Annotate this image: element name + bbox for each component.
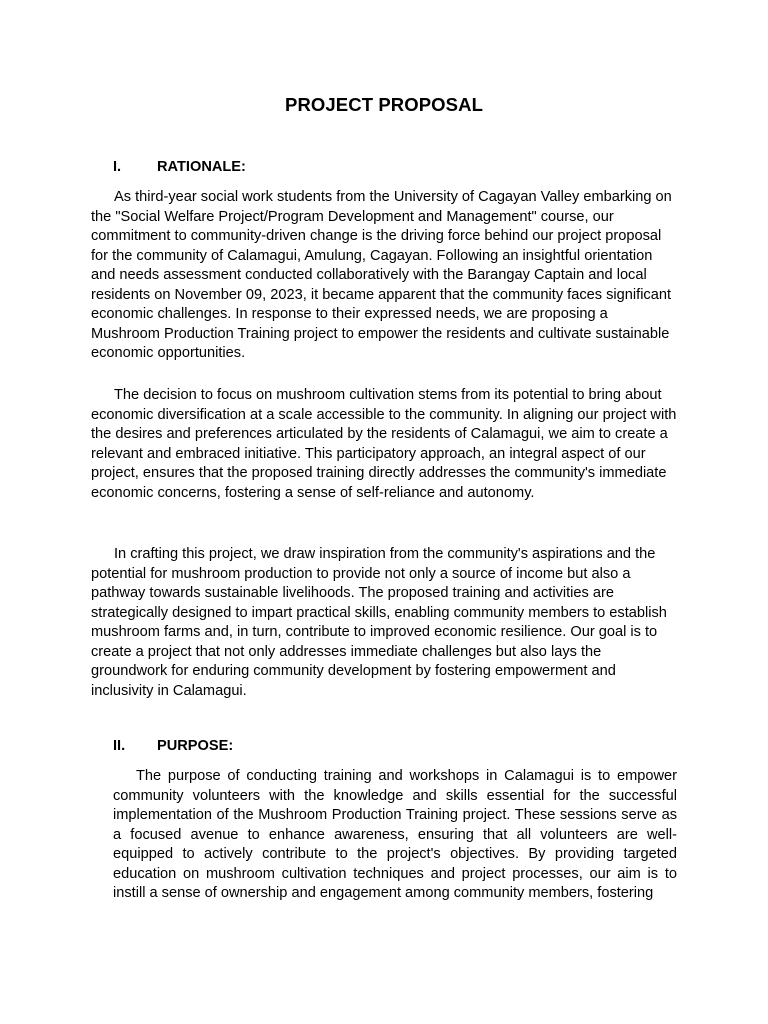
- section-title: RATIONALE:: [157, 159, 246, 175]
- purpose-paragraph-1: The purpose of conducting training and workshops in Calamagui is to empower community volunteers with the knowledge and skills essential for the successful implementation of the Mushroom Production Training project. These sessions serve as a focused avenue to enhance awareness, ensuring that all volunteers are well-equipped to actively contribute to the project's objectives. By providing targeted education on mushroom cultivation techniques and project processes, our aim is to instill a sense of ownership and engagement among community members, fostering: [113, 768, 677, 901]
- section-title: PURPOSE:: [157, 738, 234, 754]
- rationale-paragraph-2: The decision to focus on mushroom cultivation stems from its potential to bring about economic diversification at a scale accessible to the community. In aligning our project with the desires and preferences articulated by the residents of Calamagui, we aim to create a relevant and embraced initiative. This participatory approach, an integral aspect of our project, ensures that the proposed training directly addresses the community's immediate economic concerns, fostering a sense of self-reliance and autonomy.: [91, 387, 677, 501]
- rationale-paragraph-1: As third-year social work students from the University of Cagayan Valley embarking on the "Social Welfare Project/Program Development and Management" course, our commitment to community-driven change is the driving force behind our project proposal for the community of Calamagui, Amulung, Cagayan. Following an insightful orientation and needs assessment conducted collaboratively with the Barangay Captain and local residents on November 09, 2023, it became apparent that the community faces significant economic challenges. In response to their expressed needs, we are proposing a Mushroom Production Training project to empower the residents and cultivate sustainable economic opportunities.: [91, 189, 672, 361]
- section-number: I.: [113, 159, 122, 175]
- page-title: PROJECT PROPOSAL: [285, 94, 483, 115]
- rationale-paragraph-3: In crafting this project, we draw inspiration from the community's aspirations and the potential for mushroom production to provide not only a source of income but also a pathway towards sustainable livelihoods. The proposed training and activities are strategically designed to impart practical skills, enabling community members to establish mushroom farms and, in turn, contribute to improved economic resilience. Our goal is to create a project that not only addresses immediate challenges but also lays the groundwork for enduring community development by fostering empowerment and inclusivity in Calamagui.: [91, 546, 667, 699]
- section-number: II.: [113, 738, 126, 754]
